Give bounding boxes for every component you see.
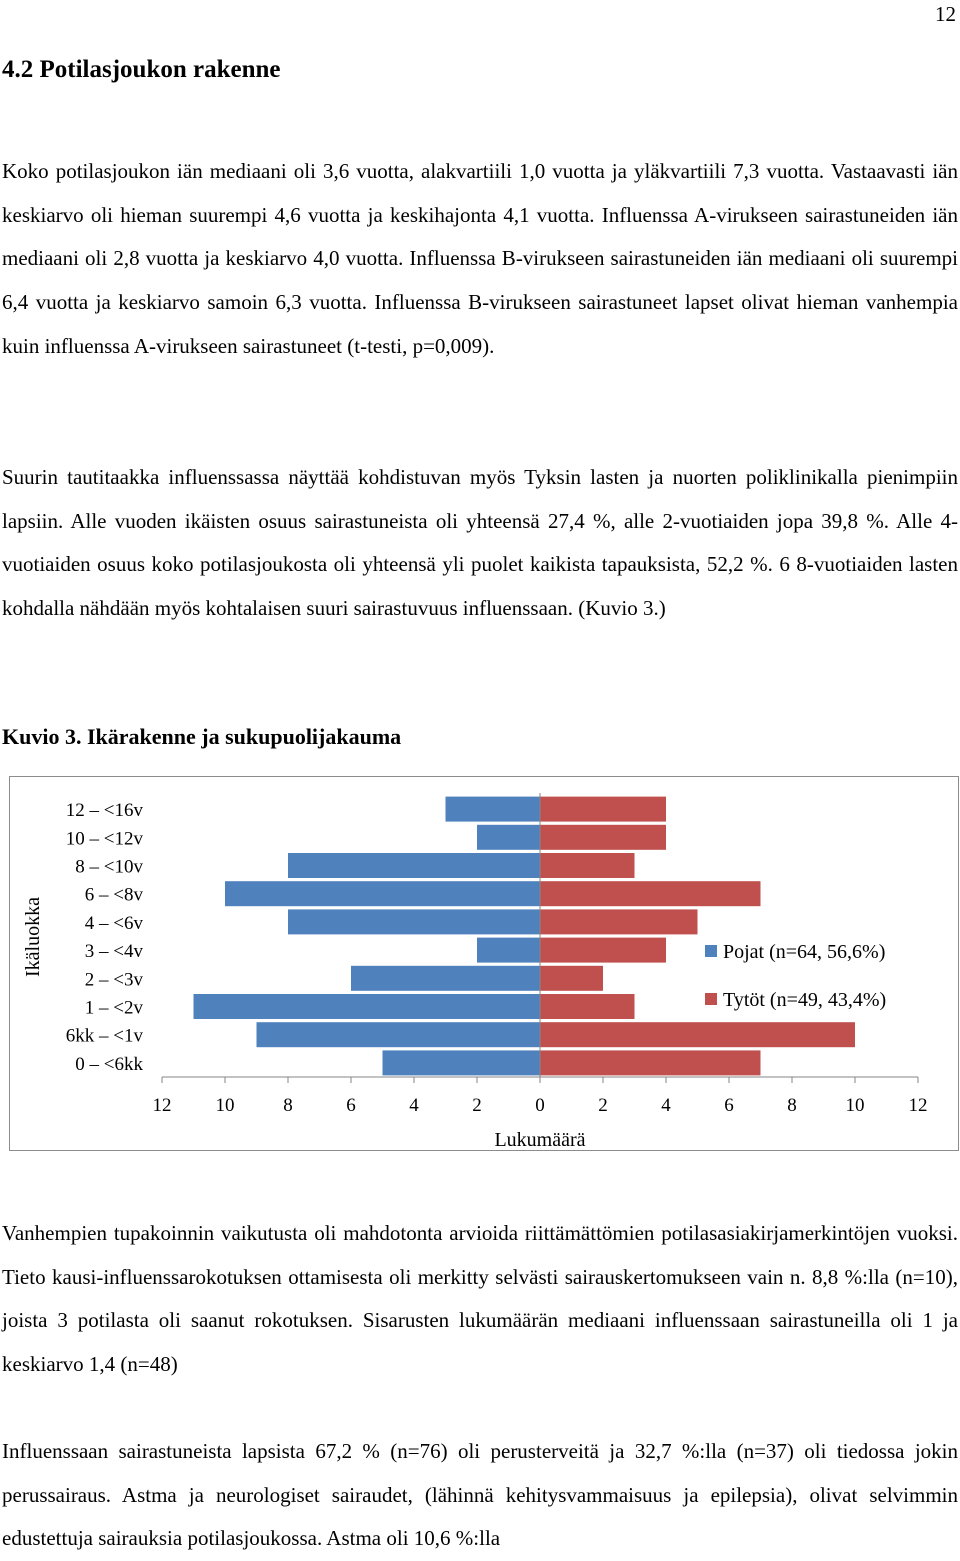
x-tick-label: 12 [908, 1095, 928, 1116]
x-tick-label: 10 [845, 1095, 865, 1116]
bar-pojat-1 [477, 825, 540, 850]
bar-pojat-7 [194, 994, 541, 1019]
category-label: 8 – <10v [75, 856, 143, 878]
bar-pojat-8 [257, 1022, 541, 1047]
x-tick-label: 4 [661, 1095, 671, 1116]
paragraph-disease-burden: Suurin tautitaakka influenssassa näyttää kohdistuvan myös Tyksin lasten ja nuorten poliklinikalla pienimpiin lapsiin. Alle vuoden ikäisten osuus sairastuneista oli yhteensä 27,4 %, alle 2-vuotiaiden jopa 39,8 %. Alle 4-vuotiaiden osuus koko potilasjoukosta oli yhteensä yli puolet kaikista tapauksista, 52,2 %. 6 8-vuotiaiden lasten kohdalla nähdään myös kohtalaisen suuri sairastuvuus influenssaan. (Kuvio 3.) [2, 465, 958, 621]
bar-tytot-1 [540, 825, 666, 850]
category-label: 6kk – <1v [65, 1025, 143, 1047]
bar-pojat-3 [225, 881, 540, 906]
legend-swatch-tytot [705, 993, 717, 1005]
x-tick-label: 4 [409, 1095, 419, 1116]
x-tick-label: 6 [346, 1095, 356, 1116]
legend-label-pojat: Pojat (n=64, 56,6%) [723, 941, 886, 963]
bar-pojat-5 [477, 938, 540, 963]
category-label: 0 – <6kk [75, 1053, 143, 1075]
bar-pojat-0 [446, 797, 541, 822]
x-tick-label: 12 [152, 1095, 172, 1116]
bar-pojat-4 [288, 909, 540, 934]
bar-pojat-2 [288, 853, 540, 878]
bar-pojat-9 [383, 1050, 541, 1075]
paragraph-age-statistics: Koko potilasjoukon iän mediaani oli 3,6 vuotta, alakvartiili 1,0 vuotta ja yläkvartiili 7,3 vuotta. Vastaavasti iän keskiarvo oli hieman suurempi 4,6 vuotta ja keskihajonta 4,1 vuotta. Influenssa A-virukseen sairastuneiden iän mediaani oli 2,8 vuotta ja keskiarvo 4,0 vuotta. Influenssa B-virukseen sairastuneiden iän mediaani oli suurempi 6,4 vuotta ja keskiarvo samoin 6,3 vuotta. Influenssa B-virukseen sairastuneet lapset olivat hieman vanhempia kuin influenssa A-virukseen sairastuneet (t-testi, p=0,009). [2, 159, 958, 358]
page-number: 12 [935, 2, 956, 26]
x-tick-label: 0 [535, 1095, 545, 1116]
figure-caption: Kuvio 3. Ikärakenne ja sukupuolijakauma [2, 724, 402, 749]
bar-tytot-6 [540, 966, 603, 991]
category-label: 6 – <8v [84, 884, 143, 906]
bar-tytot-9 [540, 1050, 761, 1075]
paragraph-smoking-vaccination: Vanhempien tupakoinnin vaikutusta oli mahdotonta arvioida riittämättömien potilasasiakirjamerkintöjen vuoksi. Tieto kausi-influenssarokotuksen ottamisesta oli merkitty selvästi sairauskertomukseen vain n. 8,8 %:lla (n=10), joista 3 potilasta oli saanut rokotuksen. Sisarusten lukumäärän mediaani influenssaan sairastuneilla oli 1 ja keskiarvo 1,4 (n=48) [2, 1221, 958, 1377]
section-heading: 4.2 Potilasjoukon rakenne [2, 56, 281, 83]
x-tick-label: 8 [283, 1095, 293, 1116]
bar-tytot-7 [540, 994, 635, 1019]
category-label: 10 – <12v [65, 828, 143, 850]
bar-tytot-0 [540, 797, 666, 822]
bar-tytot-2 [540, 853, 635, 878]
category-label: 3 – <4v [84, 941, 143, 963]
x-axis-title: Lukumäärä [494, 1129, 586, 1150]
bar-pojat-6 [351, 966, 540, 991]
x-tick-label: 10 [215, 1095, 235, 1116]
bar-tytot-5 [540, 938, 666, 963]
y-axis-title: Ikäluokka [22, 897, 44, 977]
category-label: 2 – <3v [84, 969, 143, 991]
bar-tytot-8 [540, 1022, 855, 1047]
category-label: 12 – <16v [65, 800, 143, 822]
category-label: 1 – <2v [84, 997, 143, 1019]
category-label: 4 – <6v [84, 912, 143, 934]
paragraph-comorbidities: Influenssaan sairastuneista lapsista 67,2 % (n=76) oli perusterveitä ja 32,7 %:lla (n=37) oli tiedossa jokin perussairaus. Astma ja neurologiset sairaudet, (lähinnä kehitysvammaisuus ja epilepsia), olivat selvimmin edustettuja sairauksia potilasjoukossa. Astma oli 10,6 %:lla [2, 1439, 958, 1551]
chart-canvas [10, 777, 958, 1150]
bar-tytot-3 [540, 881, 761, 906]
x-tick-label: 6 [724, 1095, 734, 1116]
bar-tytot-4 [540, 909, 698, 934]
legend-swatch-pojat [705, 945, 717, 957]
x-tick-label: 8 [787, 1095, 797, 1116]
x-tick-label: 2 [472, 1095, 482, 1116]
legend-label-tytot: Tytöt (n=49, 43,4%) [723, 989, 887, 1011]
age-sex-pyramid-chart [9, 776, 959, 1151]
x-tick-label: 2 [598, 1095, 608, 1116]
